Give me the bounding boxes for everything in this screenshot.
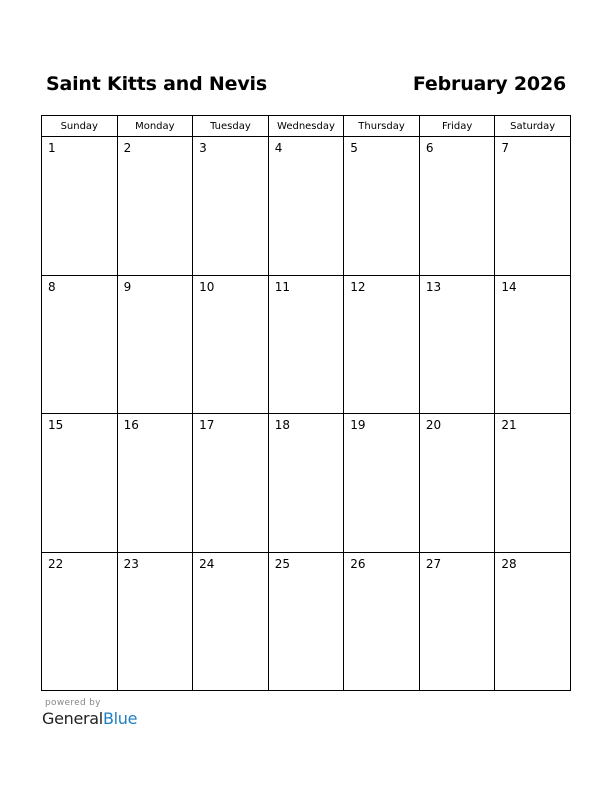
day-cell [42, 414, 118, 553]
day-cell [344, 414, 420, 553]
brand-name-general: General [42, 709, 103, 728]
day-number: 14 [501, 279, 517, 294]
footer-branding [42, 698, 137, 728]
day-cell [344, 275, 420, 414]
week-row [42, 137, 571, 276]
day-number: 23 [123, 556, 139, 571]
day-cell [344, 552, 420, 691]
day-cell [495, 275, 571, 414]
brand-logo [42, 709, 137, 728]
weekday-friday: Friday [419, 116, 495, 137]
day-cell [419, 275, 495, 414]
day-number: 6 [425, 141, 434, 155]
day-number: 17 [199, 418, 215, 432]
day-cell [344, 137, 420, 276]
day-number: 12 [350, 279, 366, 294]
day-number: 20 [425, 418, 442, 432]
weekday-saturday: Saturday [495, 116, 571, 137]
day-cell [117, 414, 193, 553]
day-number: 5 [350, 141, 358, 155]
day-number: 4 [274, 141, 283, 155]
weekday-thursday: Thursday [344, 116, 420, 137]
day-cell [117, 552, 193, 691]
day-number: 7 [501, 141, 510, 155]
day-cell [268, 275, 344, 414]
day-cell [193, 414, 269, 553]
day-number: 28 [501, 556, 517, 571]
week-row [42, 275, 571, 414]
month-title: February 2026 [412, 73, 566, 95]
brand-name-blue: Blue [102, 709, 138, 728]
day-cell [42, 137, 118, 276]
calendar-grid [41, 115, 571, 691]
day-number: 24 [199, 556, 215, 571]
day-number: 11 [274, 279, 290, 294]
day-number: 26 [350, 556, 366, 571]
day-cell [42, 552, 118, 691]
day-cell [268, 137, 344, 276]
day-cell [419, 552, 495, 691]
weekday-wednesday: Wednesday [268, 116, 344, 137]
day-number: 25 [274, 556, 290, 571]
weekday-header-row [42, 116, 571, 137]
day-number: 22 [48, 556, 64, 571]
powered-by-label: powered by [45, 698, 101, 708]
day-cell [495, 552, 571, 691]
calendar-header [46, 70, 566, 98]
week-row [42, 414, 571, 553]
day-number: 8 [48, 279, 56, 294]
day-number: 13 [425, 279, 442, 294]
day-cell [419, 414, 495, 553]
day-number: 21 [501, 418, 517, 432]
day-cell [193, 552, 269, 691]
weekday-sunday: Sunday [42, 116, 118, 137]
day-cell [268, 552, 344, 691]
country-title: Saint Kitts and Nevis [46, 73, 267, 95]
day-number: 18 [274, 418, 290, 432]
day-number: 2 [123, 141, 132, 155]
day-cell [495, 414, 571, 553]
day-cell [193, 275, 269, 414]
day-cell [193, 137, 269, 276]
day-cell [268, 414, 344, 553]
day-cell [117, 275, 193, 414]
day-number: 3 [199, 141, 207, 155]
weekday-monday: Monday [117, 116, 193, 137]
day-number: 1 [48, 141, 56, 155]
day-number: 27 [425, 556, 442, 571]
week-row [42, 552, 571, 691]
day-cell [117, 137, 193, 276]
day-cell [419, 137, 495, 276]
day-number: 10 [199, 279, 215, 294]
day-number: 15 [48, 418, 64, 432]
day-number: 9 [123, 279, 132, 294]
day-number: 19 [350, 418, 366, 432]
day-number: 16 [123, 418, 139, 432]
day-cell [42, 275, 118, 414]
day-cell [495, 137, 571, 276]
weekday-tuesday: Tuesday [193, 116, 269, 137]
